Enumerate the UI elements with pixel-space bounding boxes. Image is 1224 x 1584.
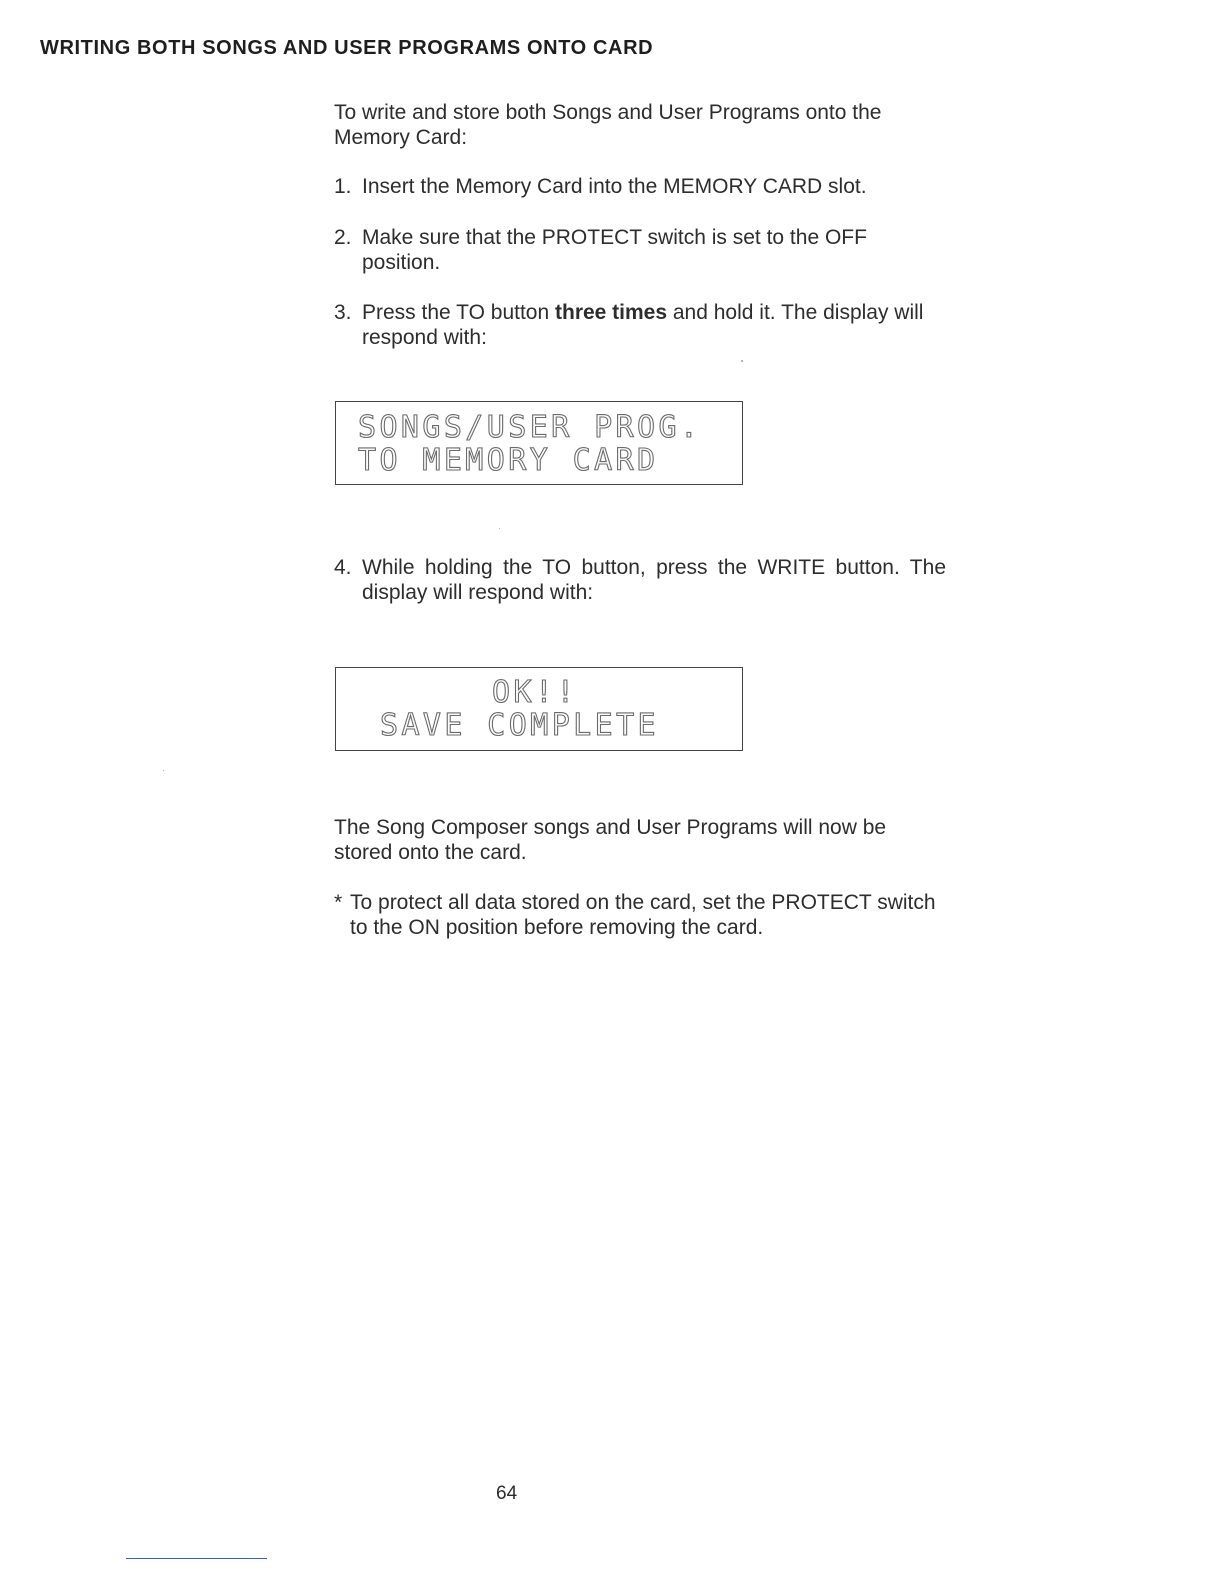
- footer-rule: [126, 1558, 267, 1559]
- step-3: [334, 300, 946, 350]
- step-number: 4.: [334, 556, 352, 579]
- step-4: [334, 555, 946, 605]
- scan-speck: [499, 528, 500, 529]
- page-number: 64: [496, 1483, 518, 1504]
- step-text-emphasis: three times: [555, 301, 668, 324]
- note-text: To protect all data stored on the card, set the PROTECT switch to the ON position before removing the card.: [350, 891, 936, 939]
- conclusion-paragraph: The Song Composer songs and User Programs will now be stored onto the card.: [334, 816, 887, 864]
- step-text: [362, 300, 946, 350]
- scan-speck: [741, 360, 743, 362]
- step-text: Make sure that the PROTECT switch is set to the OFF position.: [362, 226, 867, 274]
- lcd-line-2: SAVE COMPLETE: [380, 708, 659, 743]
- lcd-line-2: TO MEMORY CARD: [358, 443, 659, 478]
- step-text: Insert the Memory Card into the MEMORY CARD slot.: [362, 175, 867, 198]
- step-2: [334, 225, 946, 275]
- section-heading: WRITING BOTH SONGS AND USER PROGRAMS ONTO CARD: [40, 37, 654, 59]
- note-marker: *: [334, 891, 343, 914]
- lcd-display-songs-to-card: [335, 401, 743, 485]
- protect-note: [334, 890, 946, 940]
- step-number: 1.: [334, 175, 352, 198]
- intro-paragraph: To write and store both Songs and User Programs onto the Memory Card:: [334, 101, 882, 149]
- step-text-tail: and hold it. The display will respond with:: [362, 301, 924, 349]
- lcd-line-1: OK!!: [492, 675, 578, 710]
- step-number: 2.: [334, 226, 352, 249]
- scan-speck: [163, 770, 164, 771]
- step-1: [334, 174, 946, 199]
- step-number: 3.: [334, 301, 352, 324]
- lcd-display-save-complete: [335, 667, 743, 751]
- lcd-line-1: SONGS/USER PROG.: [358, 410, 702, 445]
- step-text-lead: Press the TO button: [362, 301, 555, 324]
- step-text: While holding the TO button, press the WRITE button. The display will respond with:: [362, 556, 946, 604]
